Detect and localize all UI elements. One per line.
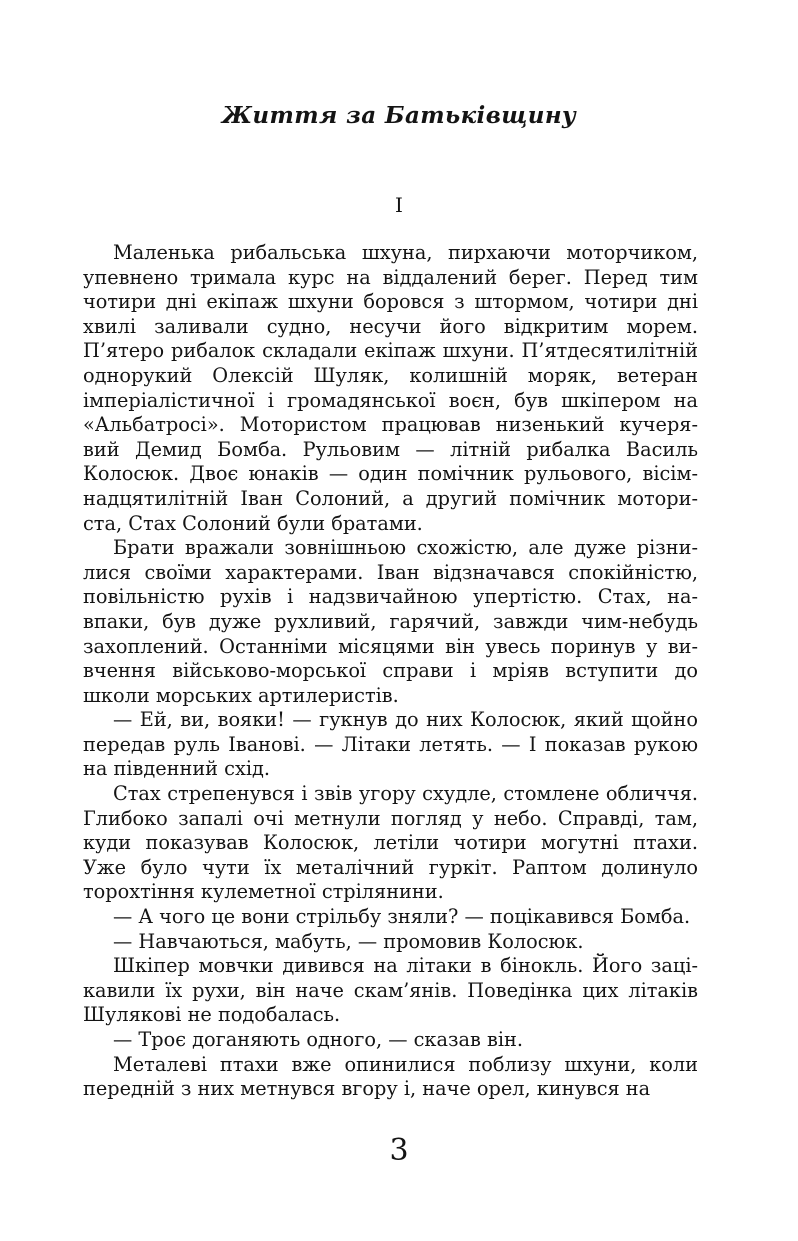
text-line: імперіалістичної і громадянської воєн, був шкіпером на	[83, 388, 698, 412]
text-line: повільністю рухів і надзвичайною упертістю. Стах, на-	[83, 585, 698, 609]
text-line: впаки, був дуже рухливий, гарячий, завжди чим-небудь	[83, 609, 698, 633]
text-line: Уже було чути їх металічний гуркіт. Раптом долинуло	[83, 855, 698, 879]
paragraph	[83, 241, 698, 536]
text-line: Стах стрепенувся і звів угору схудле, стомлене обличчя.	[113, 782, 698, 806]
story-title: Життя за Батьківщину	[221, 102, 577, 129]
paragraph	[83, 708, 698, 782]
text-line: «Альбатросі». Мотористом працював низенький кучеря-	[83, 413, 698, 437]
text-line: вий Демид Бомба. Рульовим — літній рибалка Василь	[83, 437, 698, 461]
text-line: — А чого це вони стрільбу зняли? — поцікавився Бомба.	[113, 905, 691, 929]
text-line: Маленька рибальська шхуна, пирхаючи моторчиком,	[113, 241, 698, 264]
text-line: лися своїми характерами. Іван відзначався спокійністю,	[83, 560, 698, 584]
body-text	[83, 241, 698, 1102]
text-line: Глибоко запалі очі метнули погляд у небо. Справді, там,	[83, 806, 698, 830]
text-line: однорукий Олексій Шуляк, колишній моряк, ветеран	[83, 363, 698, 387]
text-line: — Троє доганяють одного, — сказав він.	[113, 1028, 523, 1051]
text-line: вчення військово-морської справи і мріяв вступити до	[83, 659, 698, 683]
text-line: хвилі заливали судно, несучи його відкритим морем.	[83, 314, 698, 338]
text-line: — Навчаються, мабуть, — промовив Колосюк.	[113, 929, 584, 953]
text-line: куди показував Колосюк, летіли чотири могутні птахи.	[83, 831, 698, 855]
text-line: Шкіпер мовчки дивився на літаки в бінокль. Його заці-	[113, 954, 698, 978]
text-line: Металеві птахи вже опинилися поблизу шхуни, коли	[113, 1052, 698, 1076]
text-line: упевнено тримала курс на віддалений берег. Перед тим	[83, 265, 698, 289]
text-line: надцятилітній Іван Солоний, а другий помічник мотори-	[83, 486, 698, 510]
paragraph	[83, 536, 698, 708]
chapter-number: I	[395, 193, 403, 217]
page-number: 3	[389, 1133, 409, 1168]
text-line: захоплений. Останніми місяцями він увесь поринув у ви-	[83, 634, 698, 658]
paragraph	[83, 930, 698, 955]
text-line: Брати вражали зовнішньою схожістю, але дуже різни-	[113, 536, 698, 560]
text-line: Колосюк. Двоє юнаків — один помічник рульового, вісім-	[83, 462, 698, 486]
text-line: — Ей, ви, вояки! — гукнув до них Колосюк, який щойно	[113, 708, 698, 732]
text-line: П’ятеро рибалок складали екіпаж шхуни. П’ятдесятилітній	[83, 339, 698, 363]
text-line: передній з них метнувся вгору і, наче орел, кинувся на	[83, 1077, 651, 1101]
text-line: на південний схід.	[83, 757, 271, 781]
paragraph	[83, 1028, 698, 1053]
text-line: Шулякові не подобалась.	[83, 1003, 341, 1027]
text-line: передав руль Іванові. — Літаки летять. — І показав рукою	[83, 732, 698, 756]
paragraph	[83, 1053, 698, 1102]
text-line: кавили їх рухи, він наче скам’янів. Поведінка цих літаків	[83, 978, 698, 1002]
text-line: ста, Стах Солоний були братами.	[83, 511, 423, 535]
text-line: торохтіння кулеметної стрілянини.	[83, 880, 444, 904]
paragraph	[83, 782, 698, 905]
text-line: школи морських артилеристів.	[83, 683, 399, 707]
text-line: чотири дні екіпаж шхуни боровся з штормом, чотири дні	[83, 290, 698, 314]
paragraph	[83, 905, 698, 930]
paragraph	[83, 954, 698, 1028]
